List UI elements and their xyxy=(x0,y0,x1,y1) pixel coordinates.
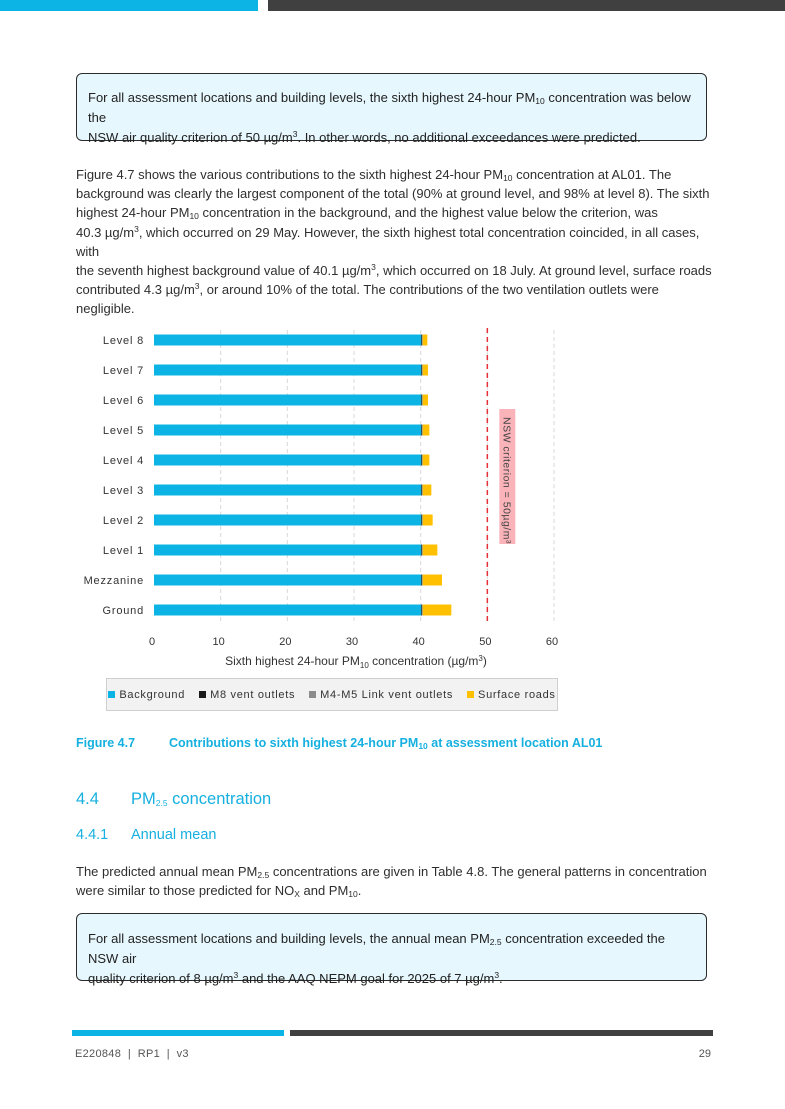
bar-surface-roads xyxy=(423,605,452,616)
section-title: $PM_{2.5}$ concentration xyxy=(131,790,272,808)
bar-m8-vent-outlets xyxy=(421,395,422,406)
category-label: Level 1 xyxy=(102,545,144,557)
bar-surface-roads xyxy=(423,545,438,556)
callout-line: For all assessment locations and building levels, the sixth highest 24-hour $PM_{10}$ concentration was below the xyxy=(88,90,691,125)
x-tick-label: 30 xyxy=(345,636,359,648)
bar-m4-m5-link-vent-outlets xyxy=(422,335,423,346)
bar-surface-roads xyxy=(423,485,432,496)
bar-m4-m5-link-vent-outlets xyxy=(422,455,423,466)
bar-background xyxy=(154,545,421,556)
legend-swatch xyxy=(309,691,316,698)
legend-swatch xyxy=(108,691,115,698)
bar-surface-roads xyxy=(423,455,430,466)
bar-background xyxy=(154,455,421,466)
bar-background xyxy=(154,335,421,346)
bar-background xyxy=(154,425,421,436)
bar-m8-vent-outlets xyxy=(421,365,422,376)
bar-m8-vent-outlets xyxy=(421,575,422,586)
bar-m4-m5-link-vent-outlets xyxy=(422,485,423,496)
x-tick-label: 40 xyxy=(412,636,425,648)
category-label: Level 5 xyxy=(102,425,144,437)
bar-background xyxy=(154,515,421,526)
bar-m4-m5-link-vent-outlets xyxy=(422,395,423,406)
category-label: Level 2 xyxy=(102,515,144,527)
x-tick-label: 20 xyxy=(279,636,292,648)
bar-m8-vent-outlets xyxy=(421,425,422,436)
bar-m4-m5-link-vent-outlets xyxy=(422,575,423,586)
legend-swatch xyxy=(199,691,206,698)
bar-background xyxy=(154,575,421,586)
bar-surface-roads xyxy=(423,425,430,436)
x-tick-label: 0 xyxy=(148,636,156,648)
subsection-number: 4.4.1 xyxy=(76,827,109,843)
page-number: 29 xyxy=(698,1048,711,1060)
bar-background xyxy=(154,365,421,376)
bar-m8-vent-outlets xyxy=(421,515,422,526)
bar-background xyxy=(154,395,421,406)
criterion-label: NSW criterion = 50µg/m³ xyxy=(500,417,513,544)
body-paragraph-annual-mean: The predicted annual mean $PM_{2.5}$ concentrations are given in Table 4.8. The general patterns in concentration were similar to those predicted for $NO_X$ and $PM_{10}$. xyxy=(76,864,707,900)
category-label: Level 8 xyxy=(102,335,144,347)
figure-title: Contributions to sixth highest 24-hour $PM_{10}$ at assessment location AL01 xyxy=(169,736,603,751)
category-label: Mezzanine xyxy=(83,575,144,587)
callout-line: quality criterion of 8 $\mu g/m^3$ and the AAQ NEPM goal for 2025 of 7 $\mu g/m^3$. xyxy=(88,970,503,986)
bar-m4-m5-link-vent-outlets xyxy=(422,425,423,436)
category-label: Level 4 xyxy=(102,455,144,467)
bar-m8-vent-outlets xyxy=(421,335,422,346)
bar-surface-roads xyxy=(423,365,428,376)
body-paragraph-figure-4-7: Figure 4.7 shows the various contributions to the sixth highest 24-hour $PM_{10}$ concentration at AL01. The background was clearly the largest component of the total (90% at ground level, and 98% at level 8). The sixth highest 24-hour $PM_{10}$ concentration in the background, and the highest value below the criterion, was 40.3 $\mu g/m^3$, which occurred on 29 May. However, the sixth highest total concentration coincided, in all cases, with the seventh highest background value of 40.1 $\mu g/m^3$, which occurred on 18 July. At ground level, surface roads contributed 4.3 $\mu g/m^3$, or around 10% of the total. The contributions of the two ventilation outlets were negligible. xyxy=(76,167,712,317)
bar-m4-m5-link-vent-outlets xyxy=(422,545,423,556)
x-axis-title: Sixth highest 24-hour $PM_{10}$ concentration $(\mu g/m^3)$ xyxy=(225,654,487,670)
legend-item-surface-roads: Surface roads xyxy=(467,689,556,701)
bar-m8-vent-outlets xyxy=(421,485,422,496)
bar-surface-roads xyxy=(423,335,428,346)
legend-item-background: Background xyxy=(108,689,185,701)
category-label: Ground xyxy=(102,605,144,617)
bar-m4-m5-link-vent-outlets xyxy=(422,365,423,376)
bar-surface-roads xyxy=(423,515,433,526)
category-label: Level 6 xyxy=(102,395,144,407)
subsection-title: Annual mean xyxy=(131,827,217,843)
legend-swatch xyxy=(467,691,474,698)
bar-surface-roads xyxy=(423,395,428,406)
bar-m8-vent-outlets xyxy=(421,545,422,556)
bar-m4-m5-link-vent-outlets xyxy=(422,515,423,526)
figure-number: Figure 4.7 xyxy=(76,736,136,750)
key-finding-callout-pm10 xyxy=(76,73,707,145)
pm10-contributions-chart xyxy=(0,320,785,670)
key-finding-callout-pm25 xyxy=(76,913,707,986)
bar-background xyxy=(154,485,421,496)
chart-legend xyxy=(106,678,558,711)
category-label: Level 7 xyxy=(102,365,144,377)
document-reference: E220848 | RP1 | v3 xyxy=(75,1048,189,1060)
bar-m4-m5-link-vent-outlets xyxy=(422,605,423,616)
footer-accent-bar xyxy=(72,1030,284,1036)
bar-m8-vent-outlets xyxy=(421,605,422,616)
x-tick-label: 10 xyxy=(212,636,225,648)
legend-item-m8-vent: M8 vent outlets xyxy=(199,689,295,701)
legend-item-m4m5-vent: M4-M5 Link vent outlets xyxy=(309,689,453,701)
callout-line: For all assessment locations and building levels, the annual mean $PM_{2.5}$ concentration exceeded the NSW air xyxy=(88,931,665,966)
footer-dark-bar xyxy=(290,1030,713,1036)
bar-surface-roads xyxy=(423,575,442,586)
bar-background xyxy=(154,605,421,616)
header-dark-bar xyxy=(268,0,785,11)
category-label: Level 3 xyxy=(102,485,144,497)
x-tick-label: 50 xyxy=(479,636,492,648)
bar-m8-vent-outlets xyxy=(421,455,422,466)
x-tick-label: 60 xyxy=(545,636,559,648)
section-number: 4.4 xyxy=(76,790,99,808)
callout-line: NSW air quality criterion of 50 $\mu g/m^3$. In other words, no additional exceedances were predicted. xyxy=(88,129,641,145)
header-accent-bar xyxy=(0,0,258,11)
